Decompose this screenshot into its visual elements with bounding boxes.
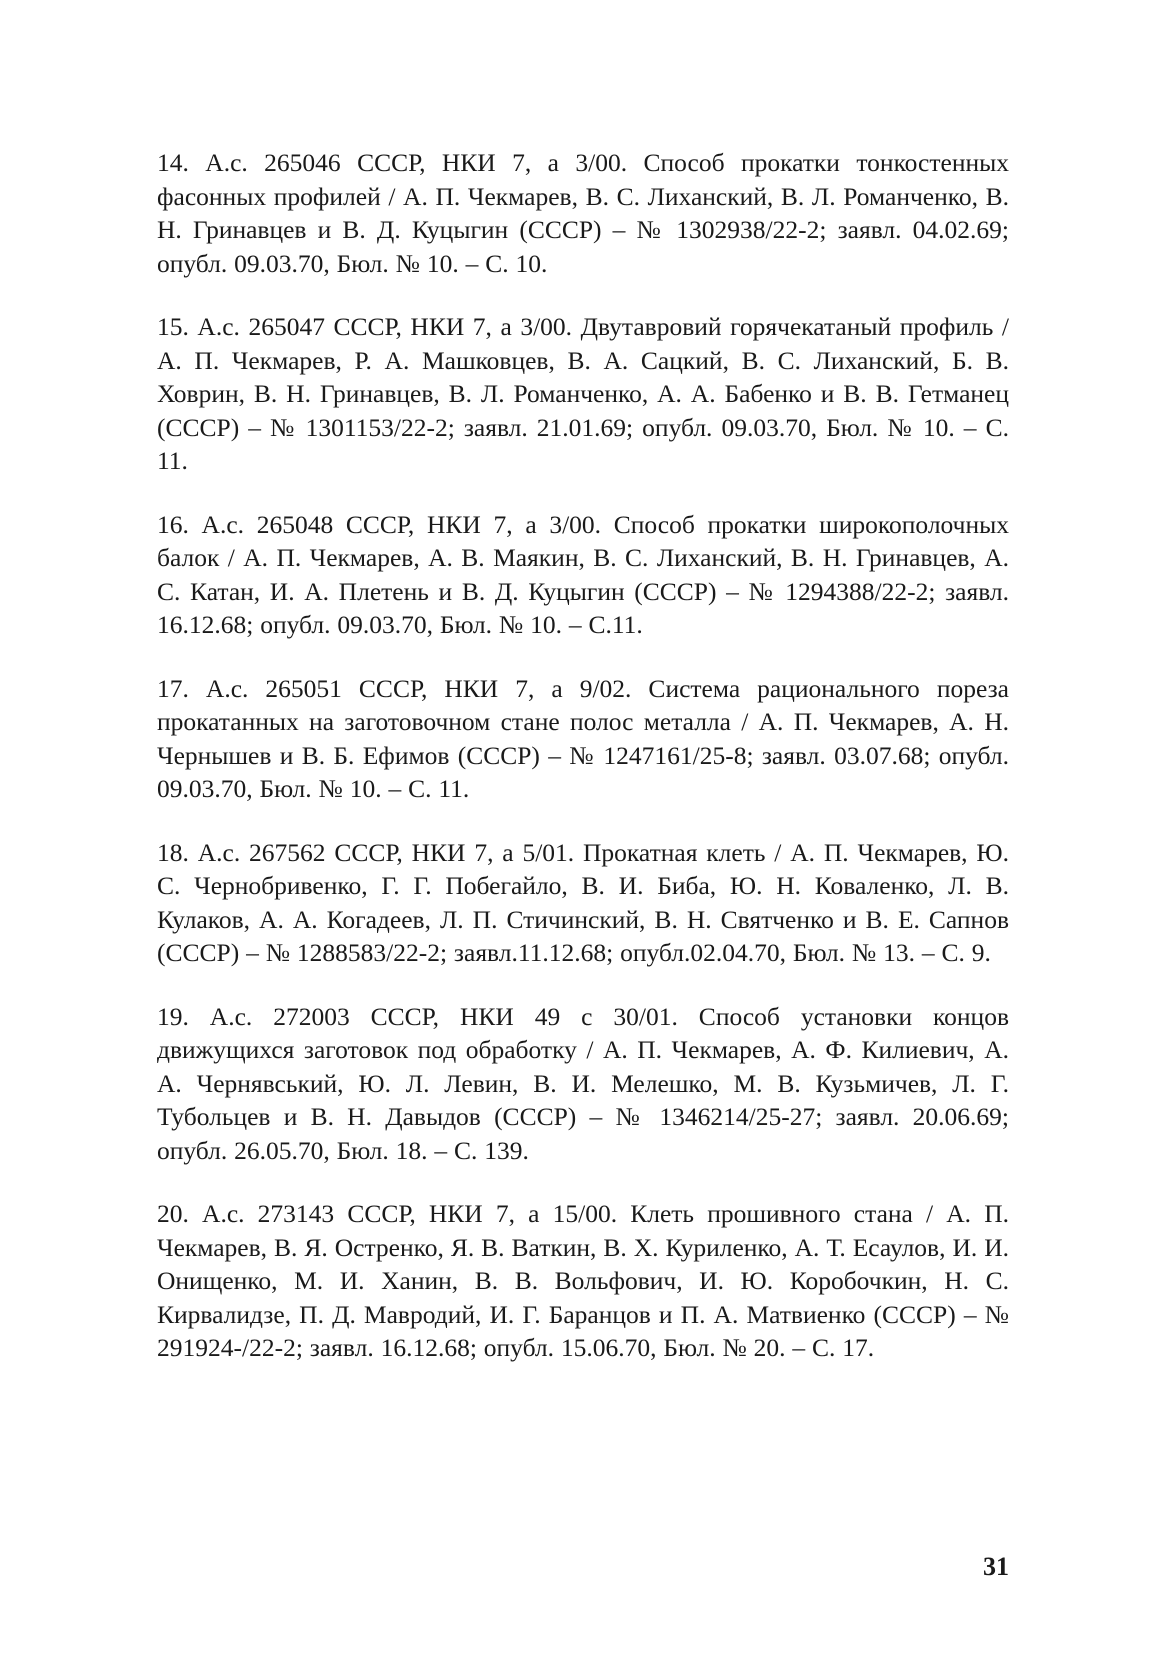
bibliography-entry-15: 15. А.с. 265047 СССР, НКИ 7, а 3/00. Двутавровий горячекатаный профиль / А. П. Чекмарев, Р. А. Машковцев, В. А. Сацкий, В. С. Лиханский, Б. В. Ховрин, В. Н. Гринавцев, В. Л. Романченко, А. А. Бабенко и В. В. Гетманец (СССР) – № 1301153/22-2; заявл. 21.01.69; опубл. 09.03.70, Бюл. № 10. – С. 11. [157, 312, 1009, 475]
bibliography-entry-16: 16. А.с. 265048 СССР, НКИ 7, а 3/00. Способ прокатки широкополочных балок / А. П. Чекмарев, А. В. Маякин, В. С. Лиханский, В. Н. Гринавцев, А. С. Катан, И. А. Плетень и В. Д. Куцыгин (СССР) – № 1294388/22-2; заявл. 16.12.68; опубл. 09.03.70, Бюл. № 10. – С.11. [157, 509, 1009, 639]
bibliography-entry-18: 18. А.с. 267562 СССР, НКИ 7, а 5/01. Прокатная клеть / А. П. Чекмарев, Ю. С. Чернобривенко, Г. Г. Побегайло, В. И. Биба, Ю. Н. Коваленко, Л. В. Кулаков, А. А. Когадеев, Л. П. Стичинский, В. Н. Святченко и В. Е. Сапнов (СССР) – № 1288583/22-2; заявл.11.12.68; опубл.02.04.70, Бюл. № 13. – С. 9. [157, 837, 1009, 967]
bibliography-entry-17: 17. А.с. 265051 СССР, НКИ 7, а 9/02. Система рационального пореза прокатанных на заготовочном стане полос металла / А. П. Чекмарев, А. Н. Чернышев и В. Б. Ефимов (СССР) – № 1247161/25-8; заявл. 03.07.68; опубл. 09.03.70, Бюл. № 10. – С. 11. [157, 673, 1009, 803]
page-number: 31 [983, 1552, 1009, 1581]
bibliography-entry-20: 20. А.с. 273143 СССР, НКИ 7, а 15/00. Клеть прошивного стана / А. П. Чекмарев, В. Я. Остренко, Я. В. Ваткин, В. Х. Куриленко, А. Т. Есаулов, И. И. Онищенко, М. И. Ханин, В. В. Вольфович, И. Ю. Коробочкин, Н. С. Кирвалидзе, П. Д. Мавродий, И. Г. Баранцов и П. А. Матвиенко (СССР) – № 291924-/22-2; заявл. 16.12.68; опубл. 15.06.70, Бюл. № 20. – С. 17. [157, 1199, 1009, 1362]
bibliography-entry-19: 19. А.с. 272003 СССР, НКИ 49 с 30/01. Способ установки концов движущихся заготовок под обработку / А. П. Чекмарев, А. Ф. Килиевич, А. А. Чернявський, Ю. Л. Левин, В. И. Мелешко, М. В. Кузьмичев, Л. Г. Тубольцев и В. Н. Давыдов (СССР) – № 1346214/25-27; заявл. 20.06.69; опубл. 26.05.70, Бюл. 18. – С. 139. [157, 1001, 1009, 1165]
bibliography-entry-14: 14. А.с. 265046 СССР, НКИ 7, а 3/00. Способ прокатки тонкостенных фасонных профилей / А. П. Чекмарев, В. С. Лиханский, В. Л. Романченко, В. Н. Гринавцев и В. Д. Куцыгин (СССР) – № 1302938/22-2; заявл. 04.02.69; опубл. 09.03.70, Бюл. № 10. – С. 10. [157, 148, 1009, 278]
bibliography-list [157, 146, 1009, 1395]
